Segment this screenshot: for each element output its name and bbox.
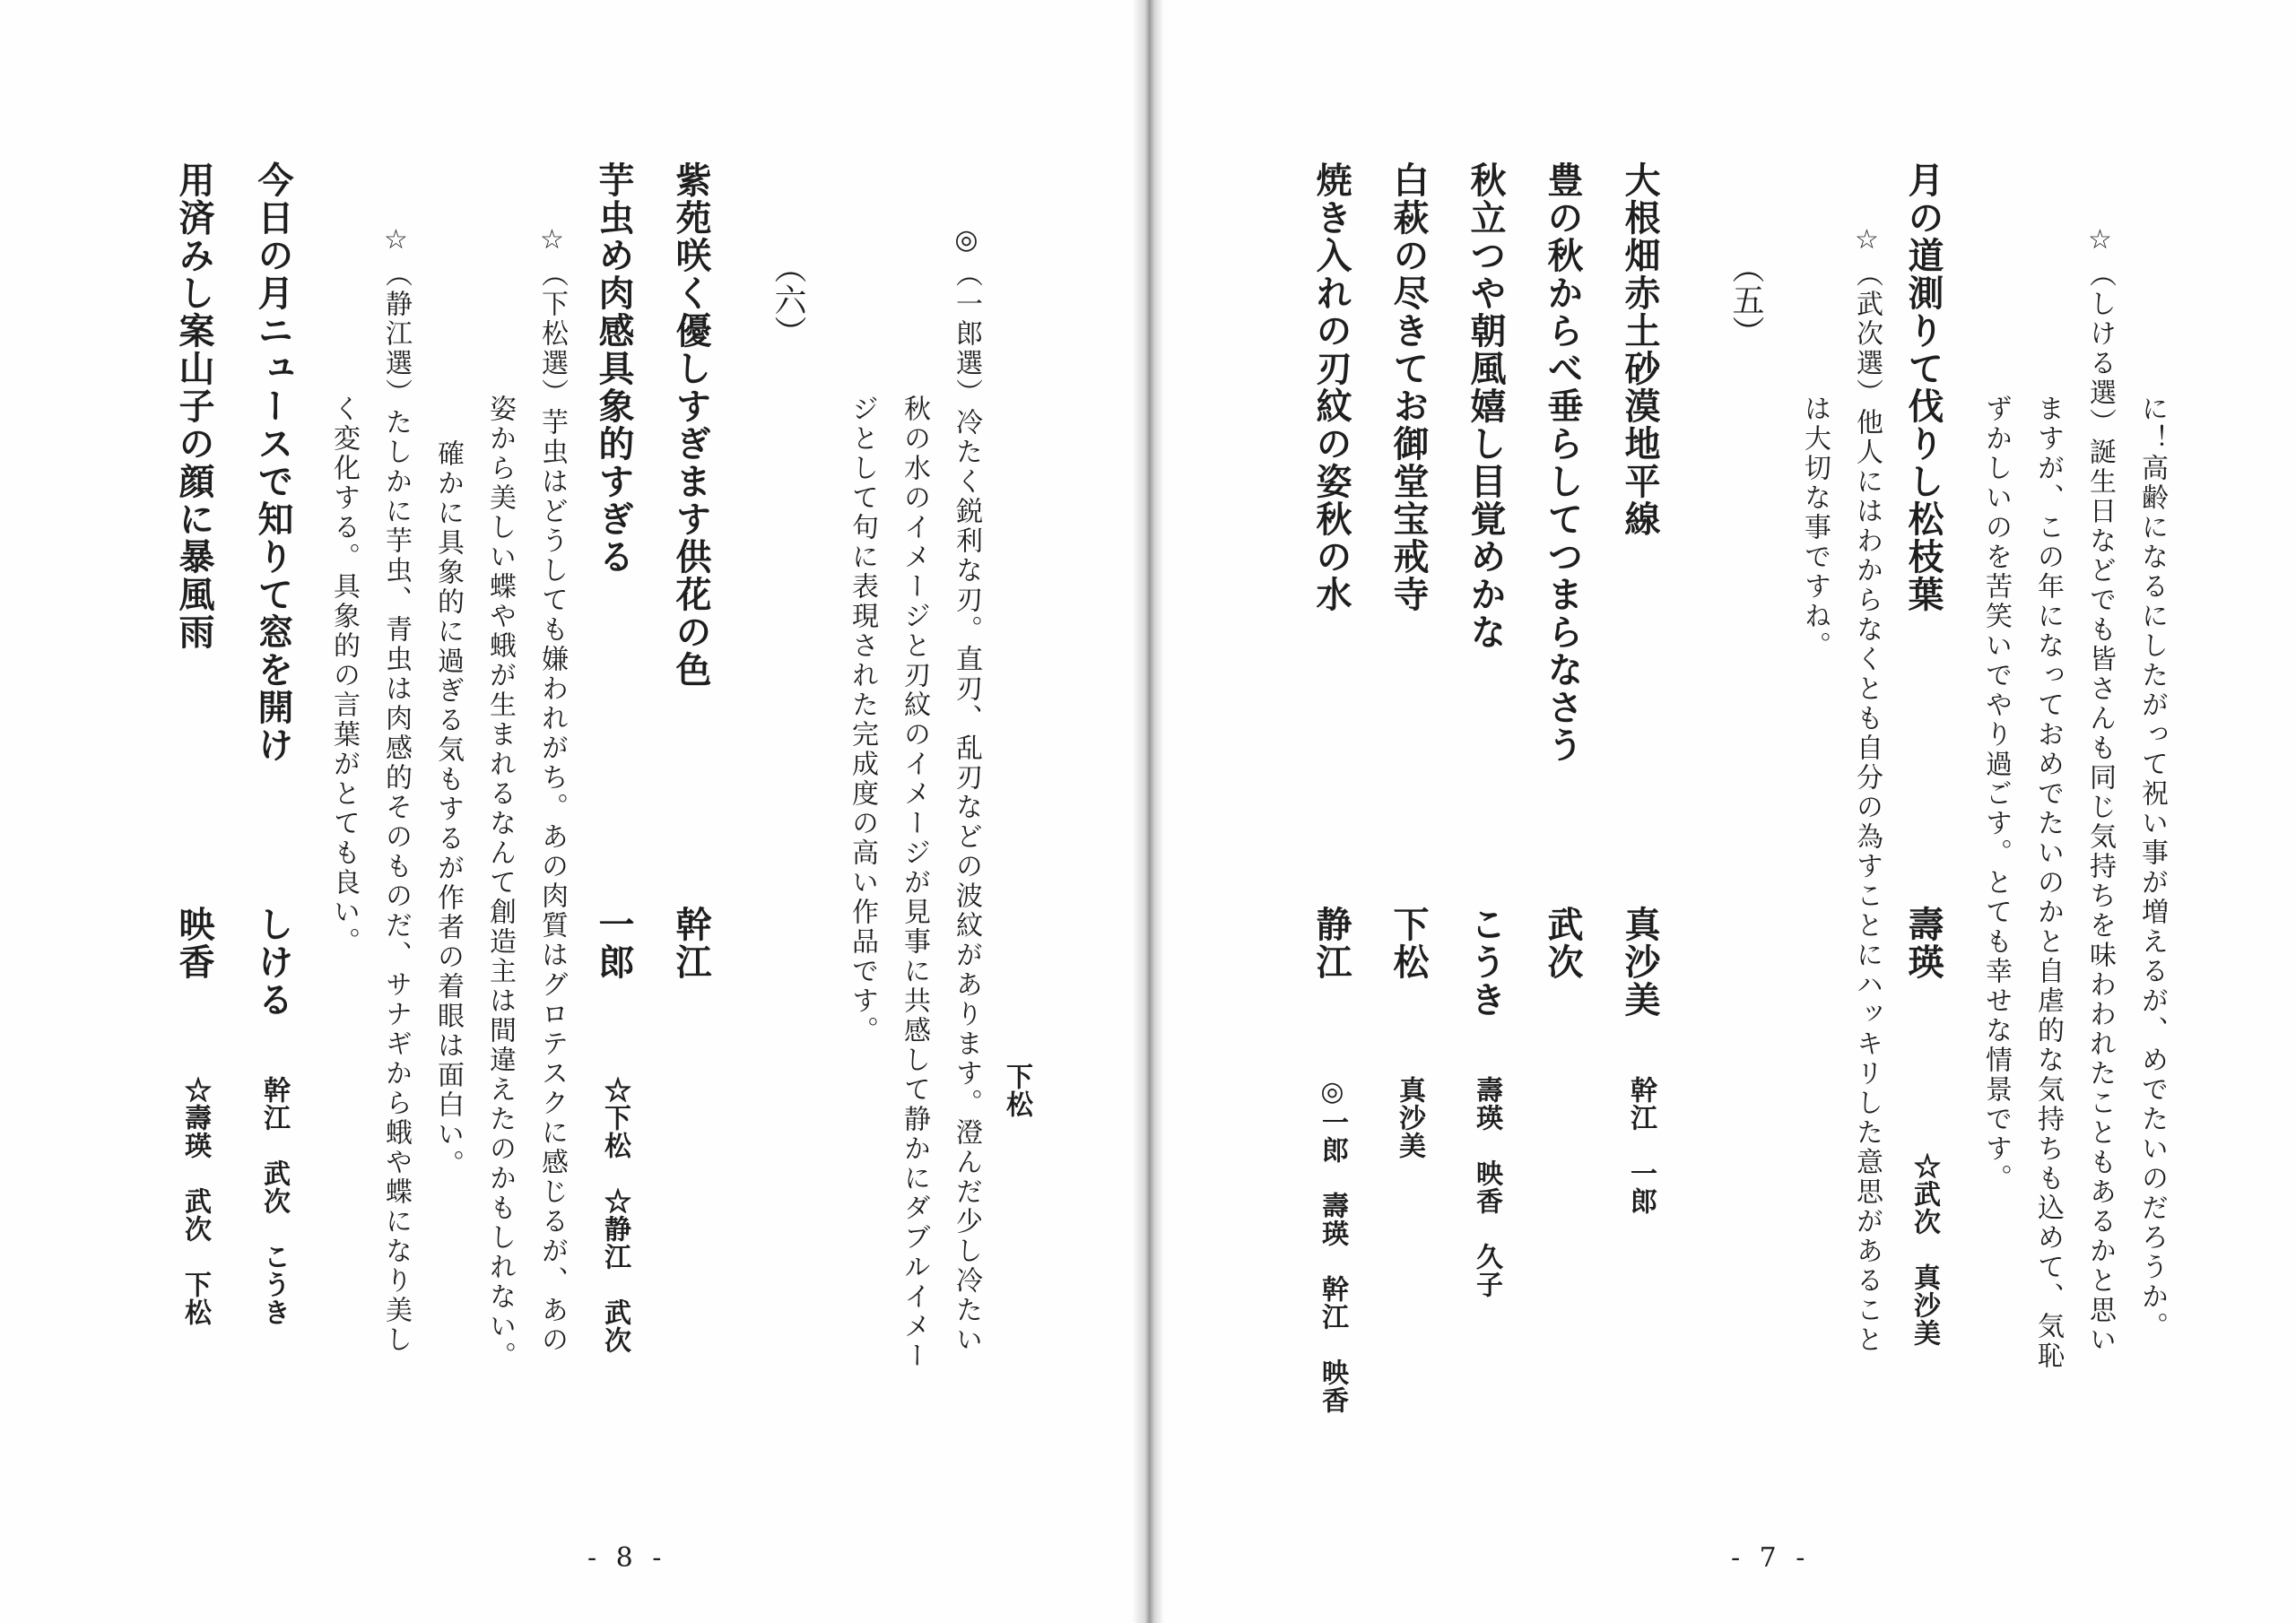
haiku-selectors: ◎一郎 壽瑛 幹江 映香 [1317,1076,1348,1414]
haiku-text: 紫苑咲く優しすぎます供花の色 [670,161,712,689]
star-mark: ☆ [2084,224,2116,256]
haiku-selectors: 幹江 一郎 [1625,1076,1657,1215]
haiku-text: 秋立つや朝風嬉し目覚めかな [1465,161,1507,651]
haiku-text: 月の道測りて伐りし松枝葉 [1902,161,1944,613]
comment-line: （静江選）たしかに芋虫、青虫は肉感的そのものだ、サナギから蛾や蝶になり美し [380,260,412,1355]
comment-line: 確かに具象的に過ぎる気もするが作者の着眼は面白い。 [432,439,464,1179]
haiku-selectors: ☆壽瑛 武次 下松 [179,1076,211,1326]
comment-line: ずかしいのを苦笑いでやり過ごす。とても幸せな情景です。 [1980,395,2012,1193]
haiku-author: 真沙美 [1619,906,1661,1019]
comment-line: 姿から美しい蝶や蛾が生まれるなんて創造主は間違えたのかもしれない。 [484,395,516,1371]
haiku-text: 白萩の尽きてお御堂宝戒寺 [1387,161,1430,613]
comment-signature: 下松 [1001,1063,1032,1118]
star-mark: ☆ [380,224,412,256]
comment-line: ますが、この年になっておめでたいのかと自虐的な気持ちも込めて、気恥 [2032,395,2064,1371]
haiku-author: 壽瑛 [1902,906,1944,981]
comment-line: （武次選）他人にはわからなくとも自分の為すことにハッキリした意思があること [1851,260,1883,1355]
section-heading: （五） [1727,251,1764,348]
haiku-text: 豊の秋からべ垂らしてつまらなさう [1542,161,1584,764]
star-mark: ☆ [536,224,568,256]
haiku-author: 映香 [173,906,215,981]
comment-line: （一郎選）冷たく鋭利な刃。直刃、乱刃などの波紋があります。澄んだ少し冷たい [951,260,982,1355]
comment-line: （下松選）芋虫はどうしても嫌われがち。あの肉質はグロテスクに感じるが、あの [536,260,568,1355]
haiku-author: 静江 [1310,906,1352,981]
page-number: - 7 - [1731,1542,1811,1574]
comment-line: ジとして句に表現された完成度の高い作品です。 [847,395,878,1046]
comment-line: （しける選）誕生日などでも皆さんも同じ気持ちを味わわれたこともあるかと思い [2084,260,2116,1355]
double-circle-mark: ◎ [951,224,982,256]
haiku-selectors: ☆武次 真沙美 [1909,1152,1940,1347]
haiku-author: こうき [1465,906,1507,1019]
comment-line: は大切な事ですね。 [1799,395,1831,661]
haiku-author: 武次 [1542,906,1584,981]
haiku-selectors: 幹江 武次 こうき [258,1076,290,1326]
haiku-selectors: 壽瑛 映香 久子 [1471,1076,1502,1298]
haiku-author: しける [252,906,294,1019]
haiku-author: 幹江 [670,906,712,981]
haiku-author: 一郎 [593,906,635,981]
comment-line: 秋の水のイメージと刃紋のイメージが見事に共感して静かにダブルイメー [899,395,930,1371]
haiku-selectors: ☆下松 ☆静江 武次 [599,1076,631,1354]
haiku-text: 焼き入れの刃紋の姿秋の水 [1310,161,1352,613]
haiku-text: 大根畑赤土砂漠地平線 [1619,161,1661,538]
star-mark: ☆ [1851,224,1883,256]
book-gutter [1132,0,1164,1623]
haiku-author: 下松 [1387,906,1430,981]
page-number: - 8 - [587,1542,667,1574]
haiku-text: 芋虫め肉感具象的すぎる [593,161,635,576]
haiku-text: 用済みし案山子の顔に暴風雨 [173,161,215,651]
haiku-selectors: 真沙美 [1394,1076,1425,1159]
section-heading: （六） [770,251,806,348]
comment-line: く変化する。具象的の言葉がとても良い。 [328,395,360,957]
haiku-text: 今日の月ニュースで知りて窓を開け [252,161,294,764]
comment-line: に！高齢になるにしたがって祝い事が増えるが、めでたいのだろうか。 [2136,395,2168,1341]
